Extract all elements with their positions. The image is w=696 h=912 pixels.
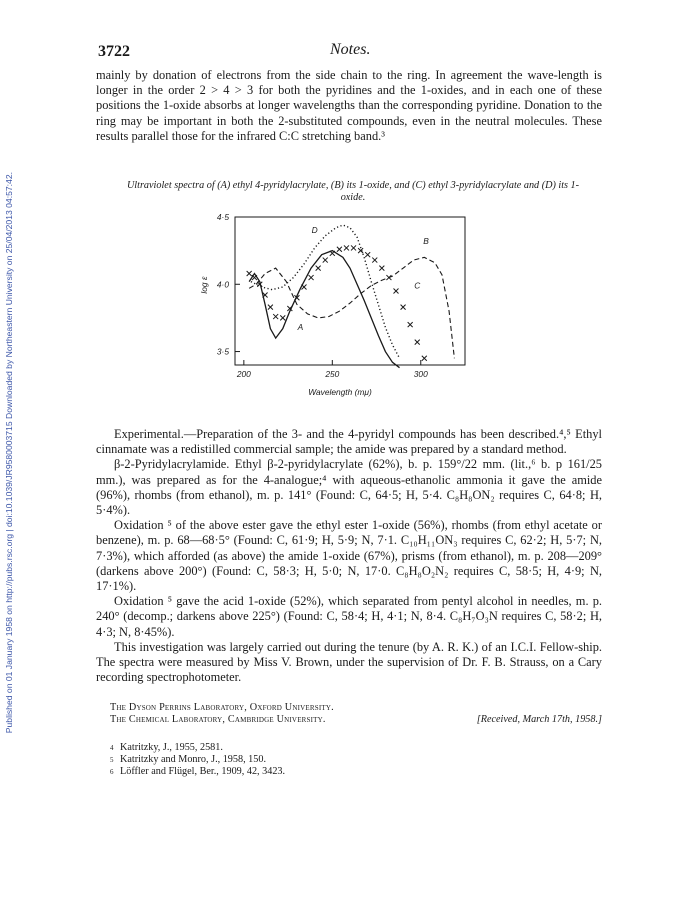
series-c-point — [401, 305, 406, 310]
received-date: [Received, March 17th, 1958.] — [476, 714, 602, 725]
reference-item — [110, 766, 285, 778]
x-tick-label: 300 — [413, 369, 428, 379]
series-c-point — [351, 245, 356, 250]
acknowledgement: This investigation was largely carried out during the tenure (by A. R. K.) of an I.C.I. Fellow-ship. The spectra were measured by Miss V. Brown, under the supervision of Dr. F. B. Strauss, on a Cary recording spectrophotometer. — [96, 640, 602, 685]
series-c-point — [365, 252, 370, 257]
figure-caption: Ultraviolet spectra of (A) ethyl 4-pyridylacrylate, (B) its 1-oxide, and (C) ethyl 3-pyridylacrylate and (D) its 1-oxide. — [126, 180, 580, 203]
series-c-point — [252, 275, 257, 280]
experimental-section — [96, 427, 602, 640]
affiliation-block — [110, 702, 602, 726]
curve-label-d: D — [311, 225, 318, 236]
curve-label-c: C — [414, 280, 421, 291]
references-list — [110, 742, 285, 778]
series-c-point — [268, 305, 273, 310]
curve-label-a: A — [297, 322, 304, 333]
experimental-paragraph-2: β-2-Pyridylacrylamide. Ethyl β-2-pyridylacrylate (62%), b. p. 159°/22 mm. (lit.,⁶ b. p 161/25 mm.), was prepared as for the 4-analogue;⁴ with aqueous-ethanolic ammonia it gave the amide (96%), rhombs (from ethanol), m. p. 141° (Found: C, 64·5; H, 5·4. C₈H₈ON₂ requires C, 64·8; H, 5·4%). — [96, 457, 602, 518]
series-c-point — [280, 315, 285, 320]
reference-item — [110, 742, 285, 754]
series-c-point — [337, 247, 342, 252]
series-c-point — [372, 258, 377, 263]
series-c-point — [247, 271, 252, 276]
plot-frame — [235, 217, 465, 365]
series-c-point — [408, 322, 413, 327]
tick-group — [217, 212, 428, 379]
affiliation-line-2: The Chemical Laboratory, Cambridge University. — [110, 714, 326, 725]
experimental-paragraph-4: Oxidation ⁵ gave the acid 1-oxide (52%), which separated from pentyl alcohol in needles, m. p. 240° (decomp.; darkens above 225°) (Found: C, 58·4; H, 4·1; N, 8·4. C₈H₇O₃N requires C, 58·2; H, 4·3; N, 8·45%). — [96, 594, 602, 639]
series-c-point — [330, 251, 335, 256]
reference-number: 4 — [110, 744, 114, 752]
uv-spectra-chart — [195, 205, 485, 405]
series-group — [247, 225, 455, 368]
series-c-point — [316, 266, 321, 271]
series-c-point — [344, 245, 349, 250]
reference-number: 5 — [110, 756, 114, 764]
y-tick-label: 4·5 — [216, 212, 229, 222]
y-axis-label: log ε — [199, 276, 209, 294]
series-c-point — [302, 284, 307, 289]
series-c-point — [323, 258, 328, 263]
curve-label-b: B — [423, 235, 429, 246]
series-c-point — [415, 340, 420, 345]
series-c-point — [394, 289, 399, 294]
experimental-paragraph-3: Oxidation ⁵ of the above ester gave the ethyl ester 1-oxide (56%), rhombs (from ethyl acetate or benzene), m. p. 68—68·5° (Found: C, 61·9; H, 5·9; N, 7·1. C₁₀H₁₁ON₃ requires C, 62·2; H, 5·7; N, 7·3%), which afforded (as above) the amide 1-oxide (67%), prisms (from ethanol), m. p. 208—209° (darkens above 200°) (Found: C, 58·3; H, 5·0; N, 17·0. C₈H₈O₂N₂ requires C, 58·5; H, 4·9; N, 17·1%). — [96, 518, 602, 594]
series-c-point — [273, 314, 278, 319]
series-c-point — [379, 266, 384, 271]
affiliation-line-1: The Dyson Perrins Laboratory, Oxford University. — [110, 702, 334, 713]
reference-text: Löffler and Flügel, Ber., 1909, 42, 3423. — [120, 766, 286, 777]
x-tick-label: 200 — [236, 369, 251, 379]
reference-number: 6 — [110, 768, 114, 776]
download-watermark: Published on 01 January 1958 on http://pubs.rsc.org | doi:10.1039/JR9580003715 Downloaded by Northeastern University on 25/04/2013 04:57:42. — [4, 172, 14, 734]
y-tick-label: 3·5 — [216, 346, 229, 357]
reference-text: Katritzky, J., 1955, 2581. — [120, 742, 223, 753]
experimental-paragraph-1: Experimental.—Preparation of the 3- and the 4-pyridyl compounds has been described.⁴,⁵ Ethyl cinnamate was a redistilled commercial sample; the amide was prepared by a standard method. — [96, 427, 602, 457]
reference-text: Katritzky and Monro, J., 1958, 150. — [120, 754, 267, 765]
page-number: 3722 — [98, 43, 130, 60]
labels-group — [297, 225, 430, 332]
reference-item — [110, 754, 285, 766]
series-c-point — [386, 275, 391, 280]
y-tick-label: 4·0 — [216, 279, 229, 290]
x-tick-label: 250 — [325, 369, 340, 379]
series-c-point — [309, 275, 314, 280]
series-d-line — [251, 225, 400, 358]
plot-border — [235, 217, 465, 365]
running-head: Notes. — [330, 41, 371, 58]
x-axis-label: Wavelength (mμ) — [308, 387, 372, 397]
series-c-point — [422, 356, 427, 361]
intro-paragraph: mainly by donation of electrons from the side chain to the ring. In agreement the wave-length is longer in the order 2 > 4 > 3 for both the pyridines and the 1-oxides, and in each one of these positions the 1-oxide absorbs at longer wavelengths than the corresponding pyridine. Donation to the ring may be important in both the 2-substituted compounds, even in the neutral molecules. These results parallel those for the infrared C:C stretching band.³ — [96, 68, 602, 143]
